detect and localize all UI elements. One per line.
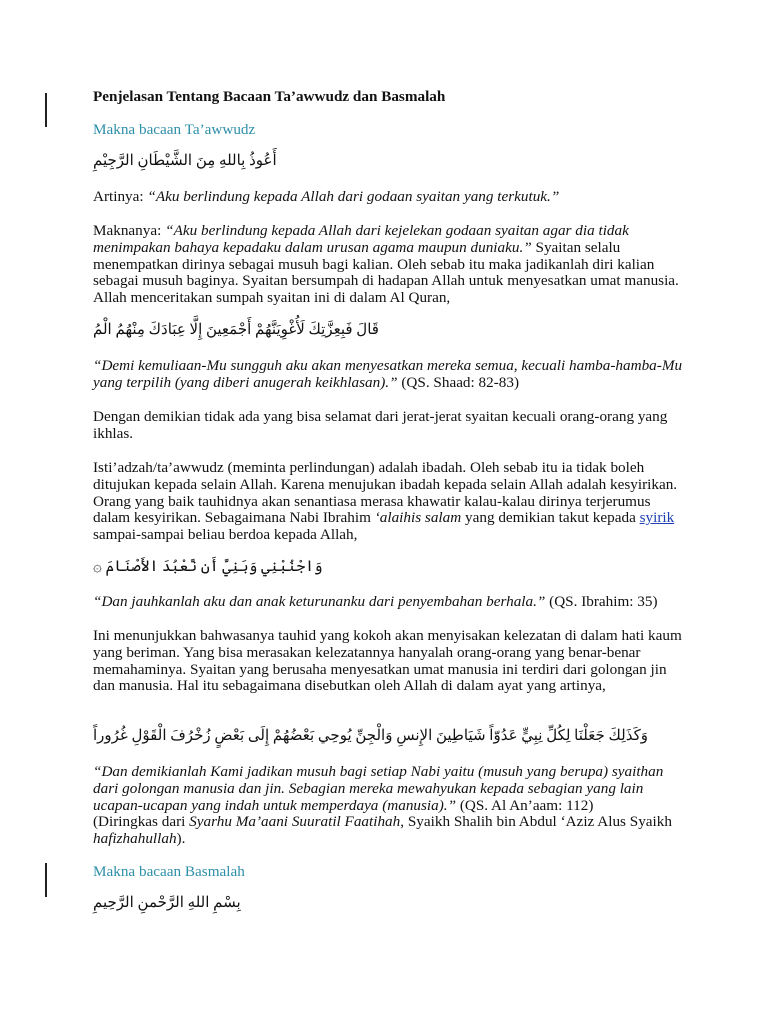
arabic-taawwudz: أَعُوذُ بِاللهِ مِنَ الشَّيْطَانِ الرَّجِيْمِ — [93, 153, 277, 169]
quote-shaad-ref: (QS. Shaad: 82-83) — [397, 373, 520, 391]
quote-shaad-text: “Demi kemuliaan-Mu sungguh aku akan menyesatkan mereka semua, kecuali hamba-hamba-Mu yang terpilih (yang diberi anugerah keikhlasan).” — [93, 357, 683, 391]
quote-ibrahim-text: “Dan jauhkanlah aku dan anak keturunanku dari penyembahan berhala.” — [93, 593, 546, 610]
section-heading-taawwudz: Makna bacaan Ta’awwudz — [93, 121, 256, 138]
arabic-sumpah: قَالَ فَبِعِزَّتِكَ لَأُغْوِيَنَّهُمْ أَجْمَعِينَ إِلَّا عِبَادَكَ مِنْهُمُ الْمُ — [93, 322, 379, 338]
istiadzah-text-3: sampai-sampai beliau berdoa kepada Allah, — [93, 526, 358, 544]
maknanya-italic: “Aku berlindung kepada Allah dari kejelekan godaan syaitan agar dia tidak menimpakan bahaya kepadaku dalam urusan agama maupun duniaku.” — [93, 222, 629, 256]
source-1: (Diringkas dari — [93, 813, 190, 831]
change-bar-bottom — [45, 863, 47, 897]
paragraph-tauhid: Ini menunjukkan bahwasanya tauhid yang kokoh akan menyisakan kelezatan di dalam hati kaum yang beriman. Yang bisa merasakan kelezatannya hanyalah orang-orang yang benar-benar memahaminya. Syaitan yang berusaha menyesatkan umat manusia ini terdiri dari golongan jin dan manusia. Hal itu sebagaimana disebutkan oleh Allah di dalam ayat yang artinya, — [93, 627, 682, 695]
source-3: ). — [176, 830, 186, 848]
quote-ibrahim-ref: (QS. Ibrahim: 35) — [545, 593, 658, 610]
source-2: , Syaikh Shalih bin Abdul ‘Aziz Alus Syaikh — [400, 813, 672, 831]
arabic-anaam: وَكَذَلِكَ جَعَلْنَا لِكُلِّ نِبِيٍّ عَدُوّاً شَيَاطِينَ الإِنسِ وَالْجِنِّ يُوحِي بَعْضُهُمْ إِلَى بَعْضٍ زُخْرُفَ الْقَوْلِ غُرُوراً — [93, 728, 648, 744]
arabic-basmalah: بِسْمِ اللهِ الرَّحْمنِ الرَّحِيمِ — [93, 895, 241, 911]
source-book: Syarhu Ma’aani Suuratil Faatihah — [189, 813, 401, 831]
paragraph-selamat: Dengan demikian tidak ada yang bisa selamat dari jerat-jerat syaitan kecuali orang-orang yang ikhlas. — [93, 408, 668, 442]
artinya-paragraph — [93, 189, 685, 206]
quote-anaam-text: “Dan demikianlah Kami jadikan musuh bagi setiap Nabi yaitu (musuh yang berupa) syaithan dari golongan manusia dan jin. Sebagian mereka mewahyukan kepada sebagian yang lain ucapan-ucapan yang indah untuk memperdaya (manusia).” — [93, 763, 664, 814]
istiadzah-text-1: Isti’adzah/ta’awwudz (meminta perlindungan) adalah ibadah. Oleh sebab itu ia tidak boleh ditujukan kepada selain Allah. Karena menujukan ibadah kepada selain Allah adalah kesyirikan. Orang yang baik tauhidnya akan senantiasa merasa khawatir kalau-kalau dirinya terjerumus dalam kesyirikan. Sebagaimana Nabi Ibrahim — [93, 459, 678, 527]
change-bar-top — [45, 93, 47, 127]
istiadzah-text-2: yang demikian takut kepada — [461, 509, 640, 527]
quote-anaam-ref: (QS. Al An’aam: 112) — [456, 796, 594, 814]
maknanya-rest: Syaitan selalu menempatkan dirinya sebagai musuh bagi kalian. Oleh sebab itu maka jadikanlah diri kalian sebagai musuh baginya. Syaitan bersumpah di hadapan Allah untuk menyesatkan umat manusia. Allah menceritakan sumpah syaitan ini di dalam Al Quran, — [93, 238, 679, 307]
source-honor: hafizhahullah — [93, 830, 177, 848]
syirik-link[interactable]: syirik — [639, 509, 675, 527]
artinya-label: Artinya: — [93, 188, 148, 205]
maknanya-paragraph — [93, 223, 685, 307]
maknanya-label: Maknanya: — [93, 222, 166, 239]
arabic-ibrahim: وَاجْنُبْنِي وَبَنِيَّ أَن نَّعْبُدَ الأَصْنَامَ ۞ — [93, 559, 323, 575]
quote-shaad — [93, 358, 685, 392]
artinya-text: “Aku berlindung kepada Allah dari godaan syaitan yang terkutuk.” — [147, 188, 560, 205]
paragraph-istiadzah — [93, 460, 685, 544]
quote-anaam — [93, 764, 685, 848]
page-title: Penjelasan Tentang Bacaan Ta’awwudz dan Basmalah — [93, 88, 446, 105]
istiadzah-alaihis-salam: ‘alaihis salam — [374, 509, 462, 527]
quote-ibrahim — [93, 594, 685, 611]
section-heading-basmalah: Makna bacaan Basmalah — [93, 863, 245, 880]
